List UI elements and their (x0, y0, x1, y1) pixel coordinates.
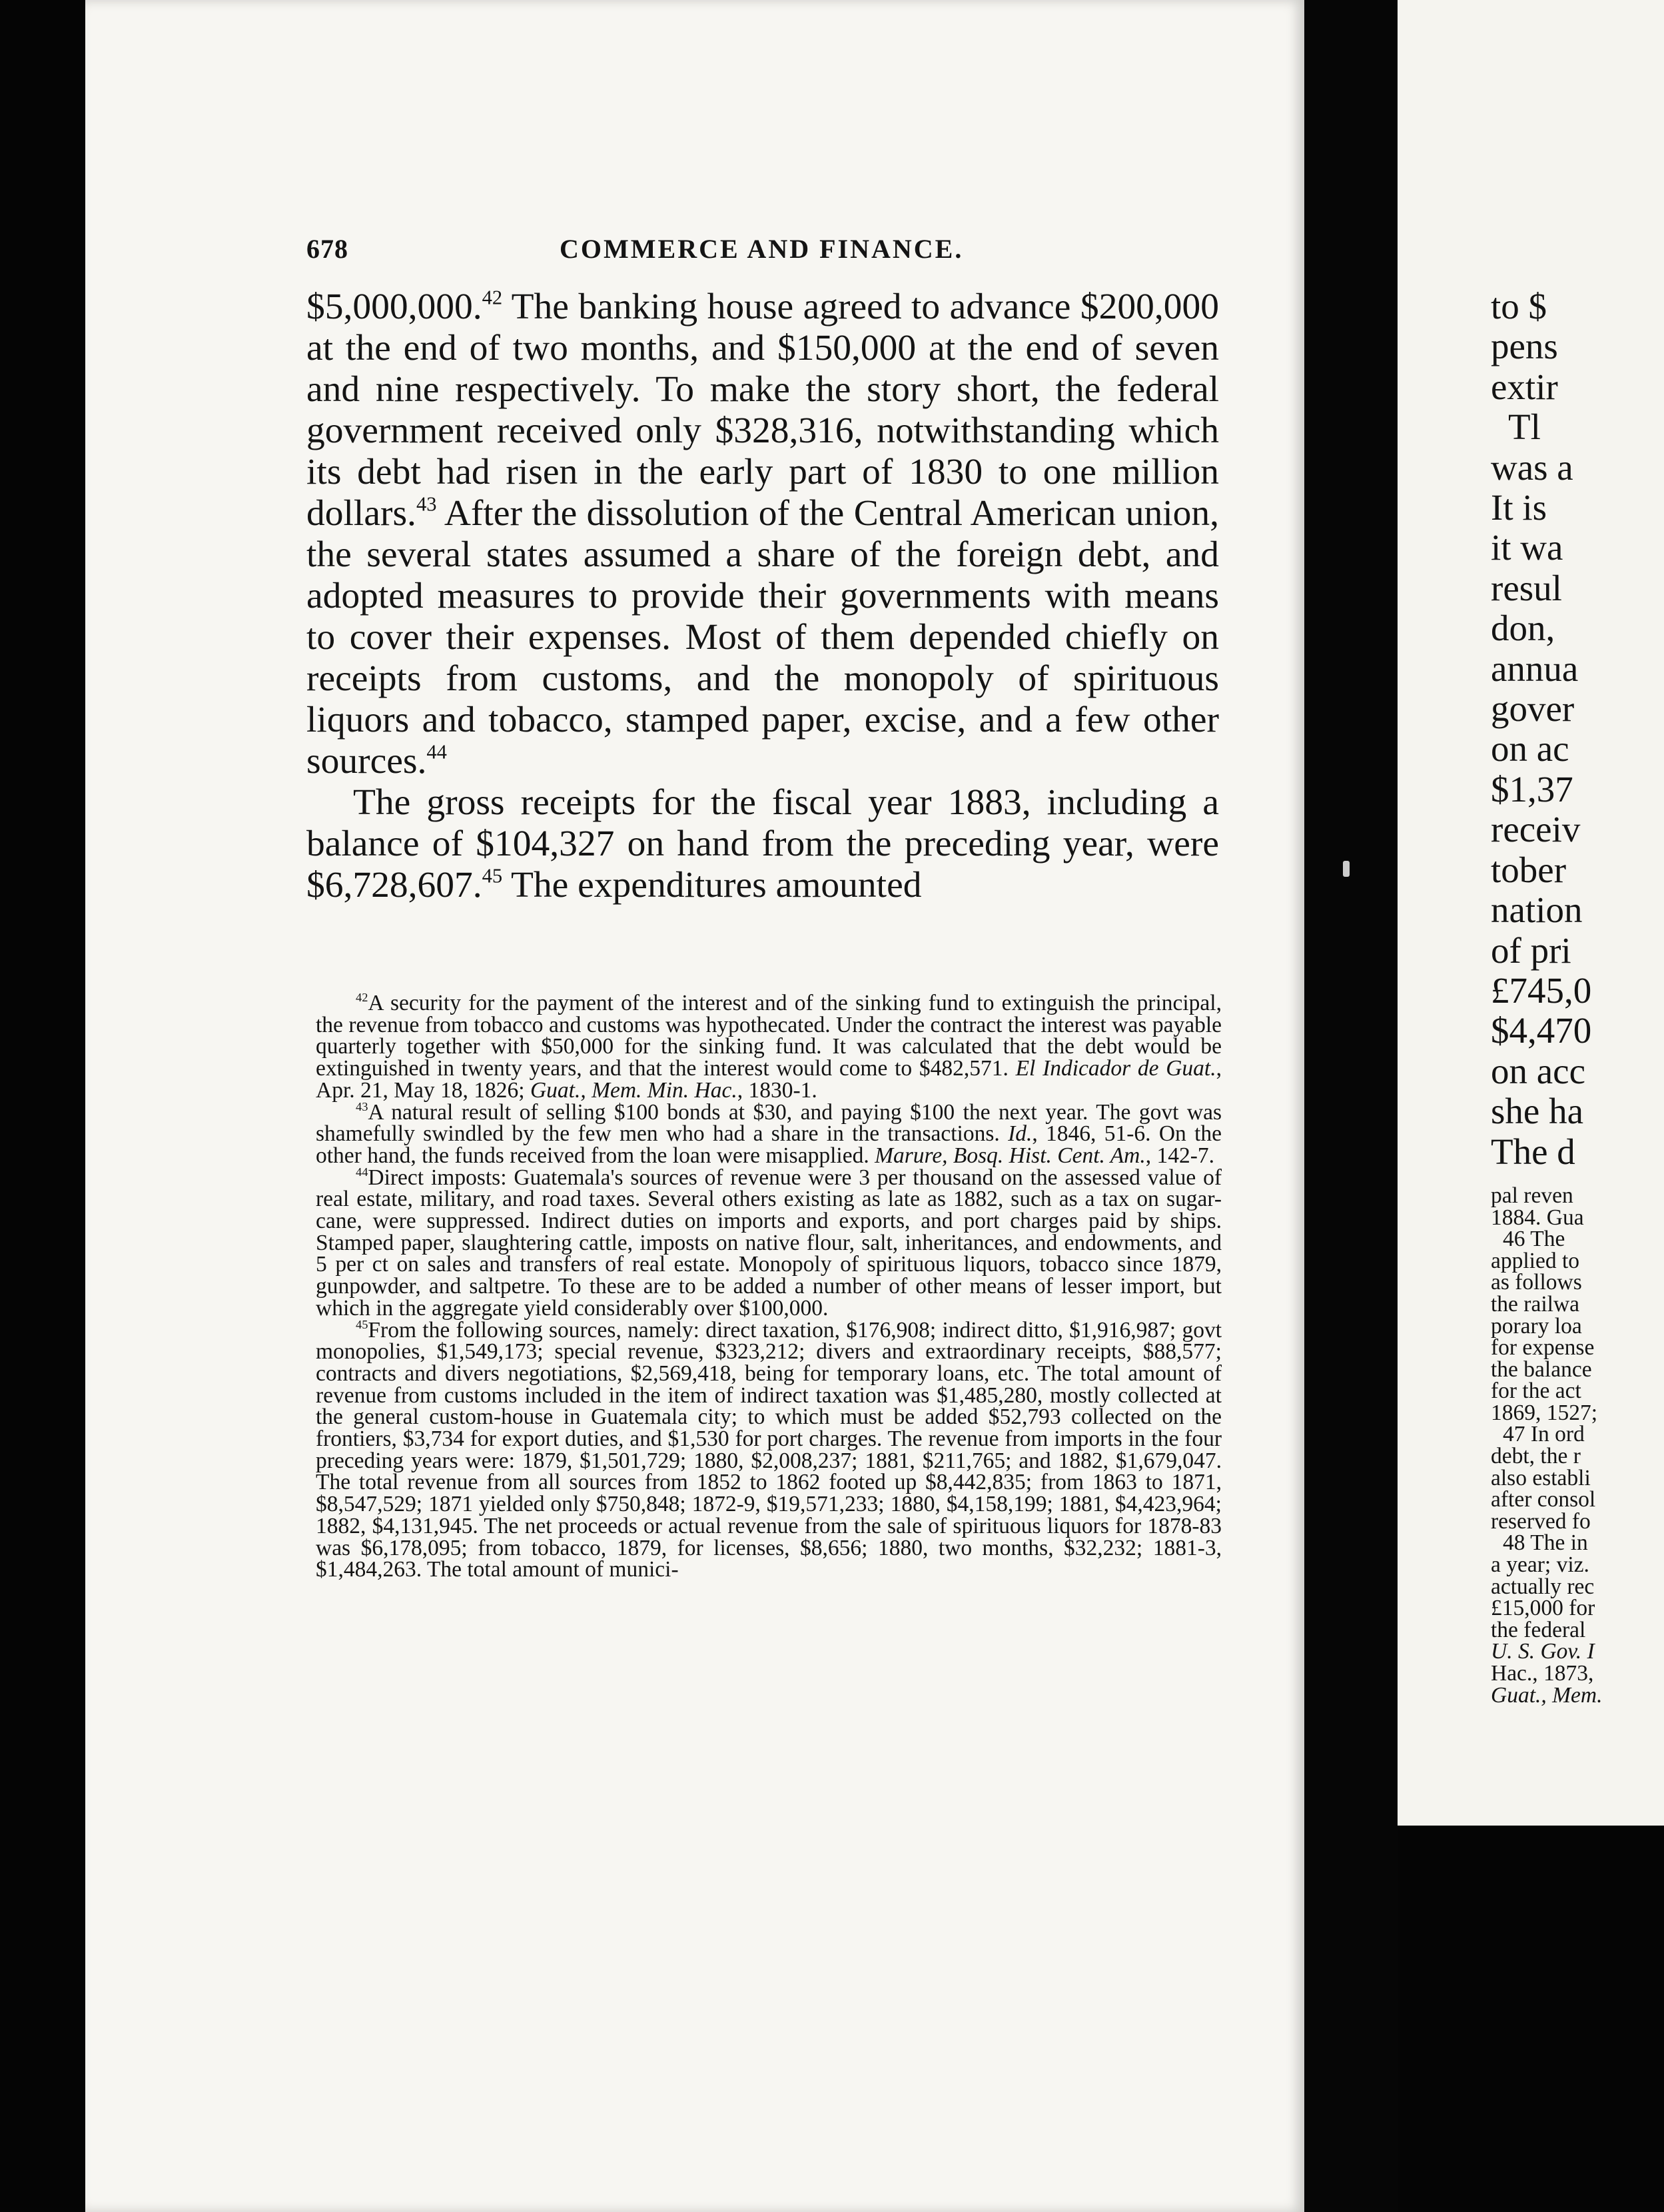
right-line: The d (1491, 1131, 1575, 1172)
main-text (306, 286, 1219, 906)
footnotes (316, 993, 1222, 1581)
right-note-line: 1869, 1527; (1491, 1400, 1598, 1425)
right-line: resul (1491, 567, 1562, 608)
right-note-line: after consol (1491, 1487, 1596, 1512)
right-note-line: also establi (1491, 1465, 1591, 1490)
right-line: on ac (1491, 728, 1569, 770)
right-note-line: applied to (1491, 1248, 1580, 1273)
right-line: don, (1491, 608, 1555, 649)
right-note-line: porary loa (1491, 1313, 1582, 1339)
right-note-line: 48 The in (1503, 1530, 1588, 1556)
right-note-line: 47 In ord (1503, 1422, 1585, 1447)
right-note-line: debt, the r (1491, 1444, 1581, 1469)
right-line: of pri (1491, 929, 1571, 971)
right-line: £745,0 (1491, 969, 1592, 1011)
right-line: Tl (1508, 406, 1541, 448)
right-note-line: Guat., Mem. (1491, 1682, 1603, 1708)
page-number: 678 (306, 234, 348, 264)
footnote-ref-44: 44 (426, 740, 447, 764)
right-note-line: for the act (1491, 1379, 1581, 1404)
running-head: COMMERCE AND FINANCE. (560, 234, 964, 264)
right-page-text (1491, 286, 1603, 1708)
right-note-line: the balance (1491, 1357, 1592, 1382)
right-note-line: actually rec (1491, 1574, 1595, 1599)
right-line: to $ (1491, 286, 1547, 326)
footnote-43: $^{43}$A natural result of selling $100 bonds at $30, and paying $100 the next year. The govt was shamefully swindled by the few men who had a share in the transactions. Id., 1846, 51-6. On the other hand, the funds received from the loan were misapplied. Marure, Bosq. Hist. Cent. Am., 142-7. (316, 1099, 1222, 1168)
right-line: she ha (1491, 1091, 1583, 1132)
right-note-line: U. S. Gov. I (1491, 1639, 1595, 1664)
paragraph-2: The gross receipts for the fiscal year 1883, including a balance of $104,327 on hand from the preceding year, were $6,728,607.45 The expenditures amounted (306, 782, 1219, 905)
right-note-line: pal reven (1491, 1183, 1573, 1208)
right-line: It is (1491, 487, 1547, 528)
right-line: on acc (1491, 1050, 1585, 1091)
right-note-line: £15,000 for (1491, 1596, 1595, 1621)
right-line: annua (1491, 648, 1579, 689)
right-note-line: as follows (1491, 1270, 1582, 1295)
right-line: nation (1491, 889, 1583, 931)
page-header (306, 233, 1219, 273)
footnote-ref-43: 43 (416, 492, 437, 516)
footnote-45: $^{45}$From the following sources, namely: direct taxation, $176,908; indirect ditto, $1,916,987; govt monopolies, $1,549,173; special revenue, $323,212; divers and extraordinary receipts, $88,577; contracts and divers negotiations, $2,569,418, being for temporary loans, etc. The total amount of revenue from customs included in the item of indirect taxation was $1,485,280, mostly collected at the general custom-house in Guatemala city; to which must be added $52,793 collected on the frontiers, $3,734 for export duties, and $1,530 for port charges. The revenue from imports in the four preceding years were: 1879, $1,501,729; 1880, $2,008,237; 1881, $211,765; and 1882, $1,679,047. The total revenue from all sources from 1852 to 1862 footed up $8,442,835; from 1863 to 1871, $8,547,529; 1871 yielded only $750,848; 1872-9, $19,571,233; 1880, $4,158,199; 1881, $4,423,964; 1882, $4,131,945. The net proceeds or actual revenue from the sale of spirituous liquors for 1878-83 was $6,178,095; from tobacco, 1879, for licenses, $8,656; 1880, two months, $32,232; 1881-3, $1,484,263. The total amount of munici- (316, 1317, 1222, 1582)
right-note-line: reserved fo (1491, 1508, 1591, 1534)
right-line: it wa (1491, 527, 1563, 568)
right-note-line: the federal (1491, 1617, 1586, 1642)
right-line: $1,37 (1491, 768, 1573, 810)
right-note-line: the railwa (1491, 1291, 1580, 1317)
right-line: tober (1491, 849, 1567, 890)
right-line: pens (1491, 326, 1558, 367)
right-line: $4,470 (1491, 1010, 1592, 1051)
right-line: was a (1491, 446, 1573, 488)
right-note-line: for expense (1491, 1335, 1595, 1361)
footnote-42: $^{42}$A security for the payment of the interest and of the sinking fund to extinguish the principal, the revenue from tobacco and customs was hypothecated. Under the contract the interest was payable quarterly together with $50,000 for the sinking fund. It was calculated that the debt would be extinguished in twenty years, and that the interest would come to $482,571. El Indicador de Guat., Apr. 21, May 18, 1826; Guat., Mem. Min. Hac., 1830-1. (316, 991, 1222, 1103)
right-line: extir (1491, 366, 1558, 407)
right-line: receiv (1491, 809, 1581, 850)
footnote-ref-42: 42 (482, 286, 503, 309)
footnote-44: $^{44}$Direct imposts: Guatemala's sources of revenue were 3 per thousand on the assessed value of real estate, military, and road taxes. Several others existing as late as 1882, such as a tax on sugar-cane, were suppressed. Indirect duties on imports and exports, and port charges paid by ships. Stamped paper, slaughtering cattle, imposts on native flour, salt, inheritances, and endowments, and 5 per ct on sales and transfers of real estate. Monopoly of spirituous liquors, tobacco since 1879, gunpowder, and saltpetre. To these are to be added a number of other means of lesser import, but which in the aggregate yield considerably over $100,000. (316, 1165, 1222, 1321)
page-edge-mark (1343, 861, 1350, 877)
book-gutter (1304, 0, 1398, 2212)
right-note-line: a year; viz. (1491, 1552, 1589, 1578)
right-note-line: 46 The (1503, 1227, 1565, 1252)
right-note-line: Hac., 1873, (1491, 1661, 1594, 1686)
footnote-ref-45: 45 (482, 864, 503, 887)
right-note-line: 1884. Gua (1491, 1205, 1584, 1230)
right-line: gover (1491, 688, 1575, 730)
paragraph-1: $5,000,000.42 The banking house agreed to advance $200,000 at the end of two months, and $150,000 at the end of seven and nine respectively. To make the story short, the federal government received only $328,316, notwithstanding which its debt had risen in the early part of 1830 to one million dollars.$^{43}$ After the dissolution of the Central American union, the several states assumed a share of the foreign debt, and adopted measures to provide their governments with means to cover their expenses. Most of them depended chiefly on receipts from customs, and the monopoly of spirituous liquors and tobacco, stamped paper, excise, and a few other sources.$^{44}$ (306, 286, 1219, 782)
